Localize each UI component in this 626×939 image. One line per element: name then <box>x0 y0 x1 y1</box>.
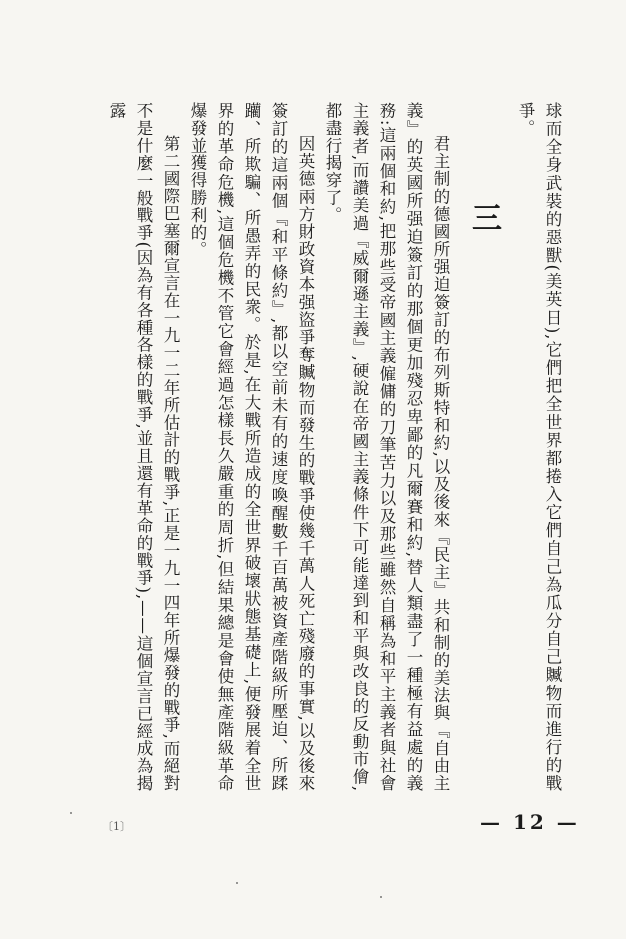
continued-line: 球而全身武裝的惡獸(美英日),它們把全世界都捲入它們自己為瓜分自己贓物而進行的戰爭。 <box>516 102 562 792</box>
scan-speck <box>70 812 72 814</box>
scan-speck <box>380 896 382 898</box>
paragraph-3: 第二國際巴塞爾宣言在一九一二年所估計的戰爭,正是一九一四年所爆發的戰爭,而絕對不是什麼一般戰爭(因為有各種各樣的戰爭,並且還有革命的戰爭),——這個宣言已經成為揭露 <box>107 102 180 792</box>
corner-mark: 〔1〕 <box>102 820 131 833</box>
page-number: — 12 — <box>480 810 580 834</box>
vertical-text-block <box>107 102 566 792</box>
scan-speck <box>236 882 238 884</box>
section-heading: 三 <box>466 202 501 233</box>
paragraph-1: 君主制的德國所强迫簽訂的布列斯特和約,以及後來『民主』共和制的美法與『自由主義』的英國所强迫簽訂的那個更加殘忍卑鄙的凡爾賽和約,替人類盡了一種極有益處的義務:這兩個和約,把那些受帝國主義僱傭的刀筆苦力以及那些雖然自稱為和平主義者與社會主義者,而讚美過『威爾遜主義』,硬說在帝國主義條件下可能達到和平與改良的反動市儈,都盡行揭穿了。 <box>323 102 450 792</box>
paragraph-2: 因英德兩方財政資本强盜爭奪贓物而發生的戰爭使幾千萬人死亡殘廢的事實,以及後來簽訂的這兩個『和平條約』,都以空前未有的速度喚醒數千百萬被資產階級所壓迫、所蹂躪、所欺騙、所愚弄的民衆。於是,在大戰所造成的全世界破壞狀態基礎上,便發展着全世界的革命危機,這個危機不管它會經過怎樣長久嚴重的周折,但結果總是會使無產階級革命爆發並獲得勝利的。 <box>188 102 315 792</box>
